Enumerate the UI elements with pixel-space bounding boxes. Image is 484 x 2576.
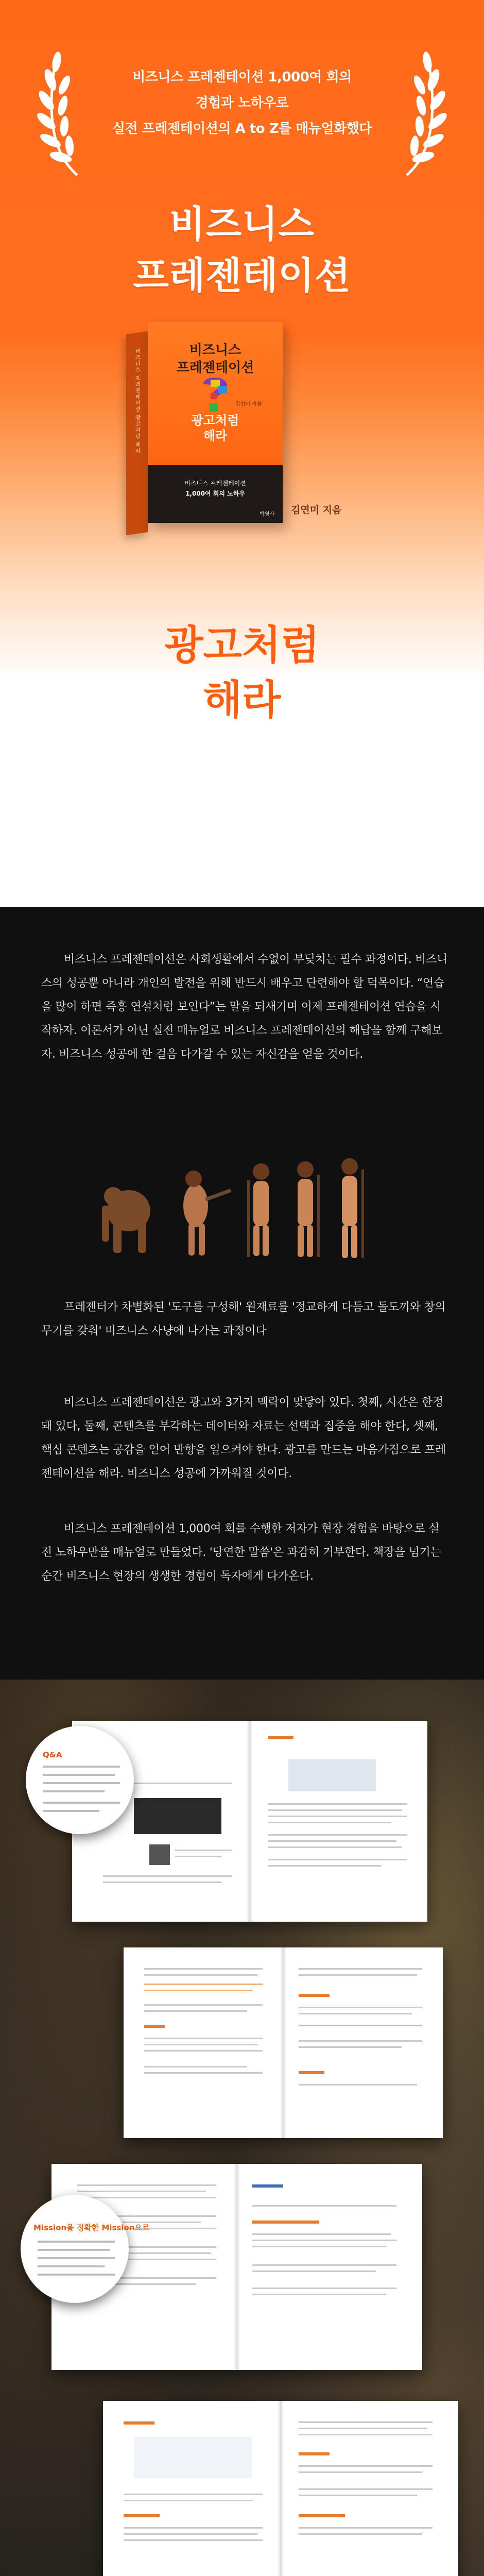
paragraph-text: 비즈니스 프레젠테이션은 사회생활에서 수없이 부딪치는 필수 과정이다. 비즈니스의 성공뿐 아니라 개인의 발전을 위해 반드시 배우고 단련해야 할 덕목이다. “연습을 많이 하면 즉흥 연설처럼 보인다”는 말을 되새기며 이제 프레젠테이션 연습을 시작하자. 이론서가 아닌 실전 매뉴얼로 비즈니스 프레젠테이션의 해답을 함께 구해보자. 비즈니스 성공에 한 걸음 다가갈 수 있는 자신감을 얻을 것이다.: [41, 953, 447, 1061]
zoom-detail: [21, 2195, 150, 2303]
cover-title-line: 비즈니스: [189, 343, 241, 358]
description-paragraph: [41, 1517, 448, 1588]
cover-band-line: 비즈니스 프레젠테이션: [184, 480, 246, 487]
cover-band-line: 1,000여 회의 노하우: [185, 490, 245, 497]
ape-figure: [102, 1187, 150, 1253]
zoom-title: Mission을 정확한 Mission으로: [33, 2223, 150, 2232]
title-line: 프레젠테이션: [133, 254, 351, 297]
description-paragraph: [41, 948, 448, 1066]
cover-title-line: 프레젠테이션: [176, 360, 254, 376]
hunter-figure-3: [341, 1158, 364, 1258]
early-human-figure: [183, 1171, 231, 1256]
book-cover: [148, 322, 283, 523]
intro-line: 경험과 노하우로: [195, 95, 289, 111]
book-spine: [126, 331, 148, 535]
cover-author-tag: 김연미 지음: [235, 401, 262, 407]
inner-pages-preview: [0, 1680, 484, 2576]
paragraph-text: 비즈니스 프레젠테이션은 광고와 3가지 맥락이 맞닿아 있다. 첫째, 시간은 한정돼 있다, 둘째, 콘텐츠를 부각하는 데이터와 자료는 선택과 집중을 해야 한다, 셋째, 핵심 콘텐츠는 공감을 얻어 반향을 일으켜야 한다. 광고를 만드는 마음가짐으로 프레젠테이션을 해라. 비즈니스 성공에 가까워질 것이다.: [41, 1396, 446, 1480]
zoom-detail: [26, 1726, 134, 1834]
hero-section: [0, 0, 484, 742]
cover-subtitle-line: 광고처럼: [191, 413, 239, 428]
title-line: 비즈니스: [169, 202, 315, 246]
page-spread: [124, 1947, 443, 2138]
slogan-line: 광고처럼: [164, 622, 320, 669]
hunter-figure-2: [297, 1161, 320, 1257]
cover-subtitle: [148, 413, 283, 444]
puzzle-question-mark-icon: [197, 372, 233, 414]
cover-publisher: 박영사: [260, 512, 274, 517]
description-paragraph: [41, 1391, 448, 1486]
page-spread: [103, 2401, 458, 2576]
intro-line: 실전 프레젠테이션의 A to Z를 매뉴얼화했다: [112, 121, 372, 137]
description-paragraph: [41, 1296, 448, 1343]
intro-text: [82, 64, 402, 142]
book-image: [126, 322, 363, 538]
hunter-figure-1: [247, 1163, 269, 1257]
cover-title: [148, 342, 283, 377]
cover-subtitle-line: 해라: [203, 429, 228, 443]
spine-text: 비즈니스 프레젠테이션 광고처럼 해라: [134, 347, 141, 455]
page-title: [0, 198, 484, 301]
description-section: [0, 907, 484, 2576]
zoom-title: Q&A: [43, 1750, 62, 1759]
evolution-illustration: [93, 1149, 391, 1262]
intro-line: 비즈니스 프레젠테이션 1,000여 회의: [132, 70, 352, 85]
slogan: [0, 618, 484, 727]
paragraph-text: 비즈니스 프레젠테이션 1,000여 회를 수행한 저자가 현장 경험을 바탕으로 실전 노하우만을 매뉴얼로 만들었다. '당연한 말씀'은 과감히 거부한다. 책장을 넘기는 순간 비즈니스 현장의 생생한 경험이 독자에게 다가온다.: [41, 1522, 441, 1583]
paragraph-text: 프레젠터가 차별화된 '도구를 구성해' 원재료를 '정교하게 다듬고 돌도끼와 창의 무기를 갖춰' 비즈니스 사냥에 나가는 과정이다: [41, 1301, 446, 1337]
cover-band: [148, 465, 283, 523]
slogan-line: 해라: [203, 677, 281, 723]
book-author: 김연미 지음: [291, 504, 342, 516]
